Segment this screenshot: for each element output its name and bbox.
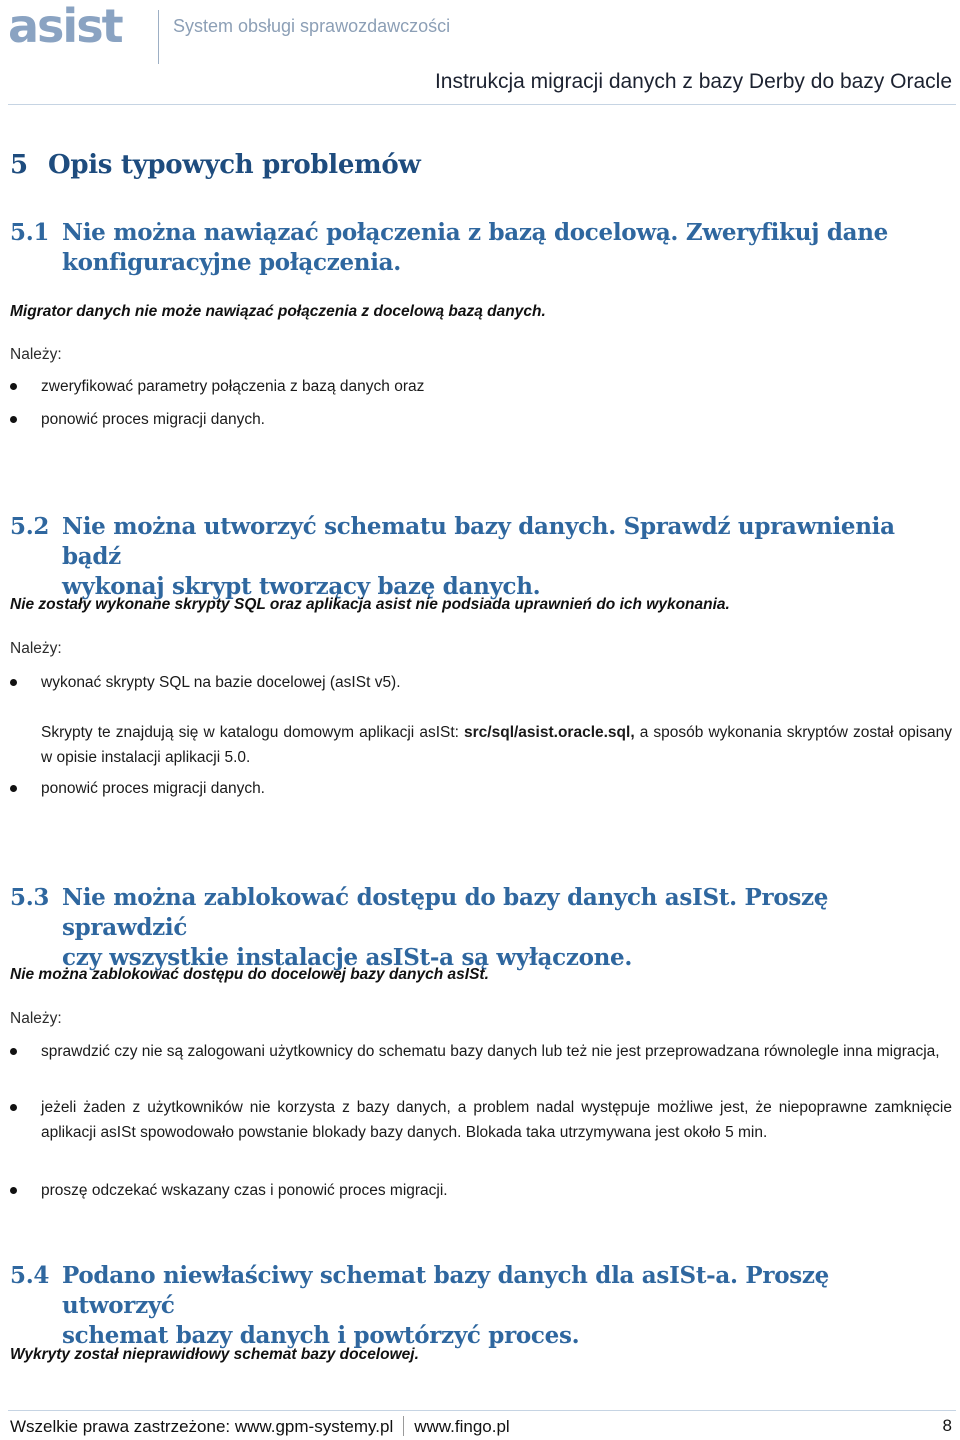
subsection-5-1-heading	[10, 218, 950, 280]
subsection-5-4-heading	[10, 1261, 950, 1349]
problem-description: Nie zostały wykonane skrypty SQL oraz aplikacja asist nie podsiada uprawnień do ich wykonania.	[10, 596, 730, 613]
list-item-text: jeżeli żaden z użytkowników nie korzysta z bazy danych, a problem nadal występuje możliwe jest, że niepoprawne zamknięcie aplikacji asISt spowodowało powstanie blokady bazy danych. Blokada taka utrzymywana jest około 5 min.	[41, 1099, 952, 1141]
section-heading	[10, 150, 420, 180]
list-item	[10, 670, 952, 695]
subsection-5-3-heading	[10, 883, 950, 971]
svg-text:asist: asist	[8, 2, 122, 48]
subsection-title-line: schemat bazy danych i powtórzyć proces.	[62, 1322, 580, 1349]
bullet-icon	[10, 1104, 17, 1111]
subsection-title-line: Podano niewłaściwy schemat bazy danych dla asISt-a. Proszę utworzyć	[62, 1262, 830, 1319]
script-path: src/sql/asist.oracle.sql,	[464, 724, 635, 741]
list-item-text: ponowić proces migracji danych.	[41, 780, 265, 797]
section-number: 5	[10, 150, 28, 180]
list-item-text: ponowić proces migracji danych.	[41, 411, 265, 428]
problem-description: Nie można zablokować dostępu do docelowej bazy danych asISt.	[10, 966, 489, 983]
bullet-icon	[10, 785, 17, 792]
footer-divider	[403, 1416, 404, 1436]
footer-link: www.fingo.pl	[414, 1417, 510, 1436]
subsection-title-line: konfiguracyjne połączenia.	[62, 249, 401, 276]
page-header	[0, 0, 960, 110]
list-item-text: zweryfikować parametry połączenia z bazą danych oraz	[41, 378, 425, 395]
bullet-icon	[10, 679, 17, 686]
asist-logo	[8, 2, 144, 48]
subsection-5-2-heading	[10, 512, 950, 600]
footer-rule	[8, 1410, 956, 1411]
subsection-title-line: wykonaj skrypt tworzący bazę danych.	[62, 573, 541, 600]
bullet-icon	[10, 1187, 17, 1194]
list-item-text: sprawdzić czy nie są zalogowani użytkownicy do schematu bazy danych lub też nie jest przeprowadzana równolegle inna migracja,	[41, 1043, 940, 1060]
bullet-icon	[10, 1048, 17, 1055]
subsection-title-line: czy wszystkie instalacje asISt-a są wyłączone.	[62, 944, 633, 971]
action-label: Należy:	[10, 346, 62, 363]
document-title: Instrukcja migracji danych z bazy Derby do bazy Oracle	[434, 70, 952, 93]
list-item	[10, 374, 952, 399]
list-item-text: wykonać skrypty SQL na bazie docelowej (asISt v5).	[41, 674, 401, 691]
system-title: System obsługi sprawozdawczości	[173, 16, 451, 36]
list-item	[10, 407, 952, 432]
subsection-title-line: Nie można nawiązać połączenia z bazą docelową. Zweryfikuj dane	[62, 219, 888, 246]
problem-description: Wykryty został nieprawidłowy schemat bazy docelowej.	[10, 1346, 419, 1363]
header-rule	[8, 104, 956, 105]
list-item	[10, 1095, 952, 1170]
header-divider	[158, 10, 159, 64]
note-text: Skrypty te znajdują się w katalogu domowym aplikacji asISt:	[41, 724, 465, 741]
bullet-icon	[10, 416, 17, 423]
subsection-number: 5.2	[10, 513, 50, 540]
action-label: Należy:	[10, 640, 62, 657]
bullet-icon	[10, 383, 17, 390]
subsection-number: 5.3	[10, 884, 50, 911]
script-location-note	[41, 720, 952, 770]
list-item	[10, 1178, 952, 1203]
subsection-number: 5.4	[10, 1262, 50, 1289]
footer-rights: Wszelkie prawa zastrzeżone: www.gpm-systemy.pl	[10, 1417, 394, 1436]
subsection-title-line: Nie można zablokować dostępu do bazy danych asISt. Proszę sprawdzić	[62, 884, 829, 941]
page-footer	[10, 1416, 510, 1437]
page-number: 8	[942, 1416, 952, 1435]
subsection-title-line: Nie można utworzyć schematu bazy danych. Sprawdź uprawnienia bądź	[62, 513, 895, 570]
problem-description: Migrator danych nie może nawiązać połączenia z docelową bazą danych.	[10, 303, 546, 320]
section-title: Opis typowych problemów	[48, 150, 421, 180]
subsection-number: 5.1	[10, 219, 50, 246]
list-item	[10, 1039, 952, 1089]
note-text: a sposób wykonania skryptów został opisany w opisie instalacji aplikacji 5.0.	[41, 724, 952, 766]
list-item-text: proszę odczekać wskazany czas i ponowić proces migracji.	[41, 1182, 448, 1199]
list-item	[10, 776, 952, 801]
action-label: Należy:	[10, 1010, 62, 1027]
